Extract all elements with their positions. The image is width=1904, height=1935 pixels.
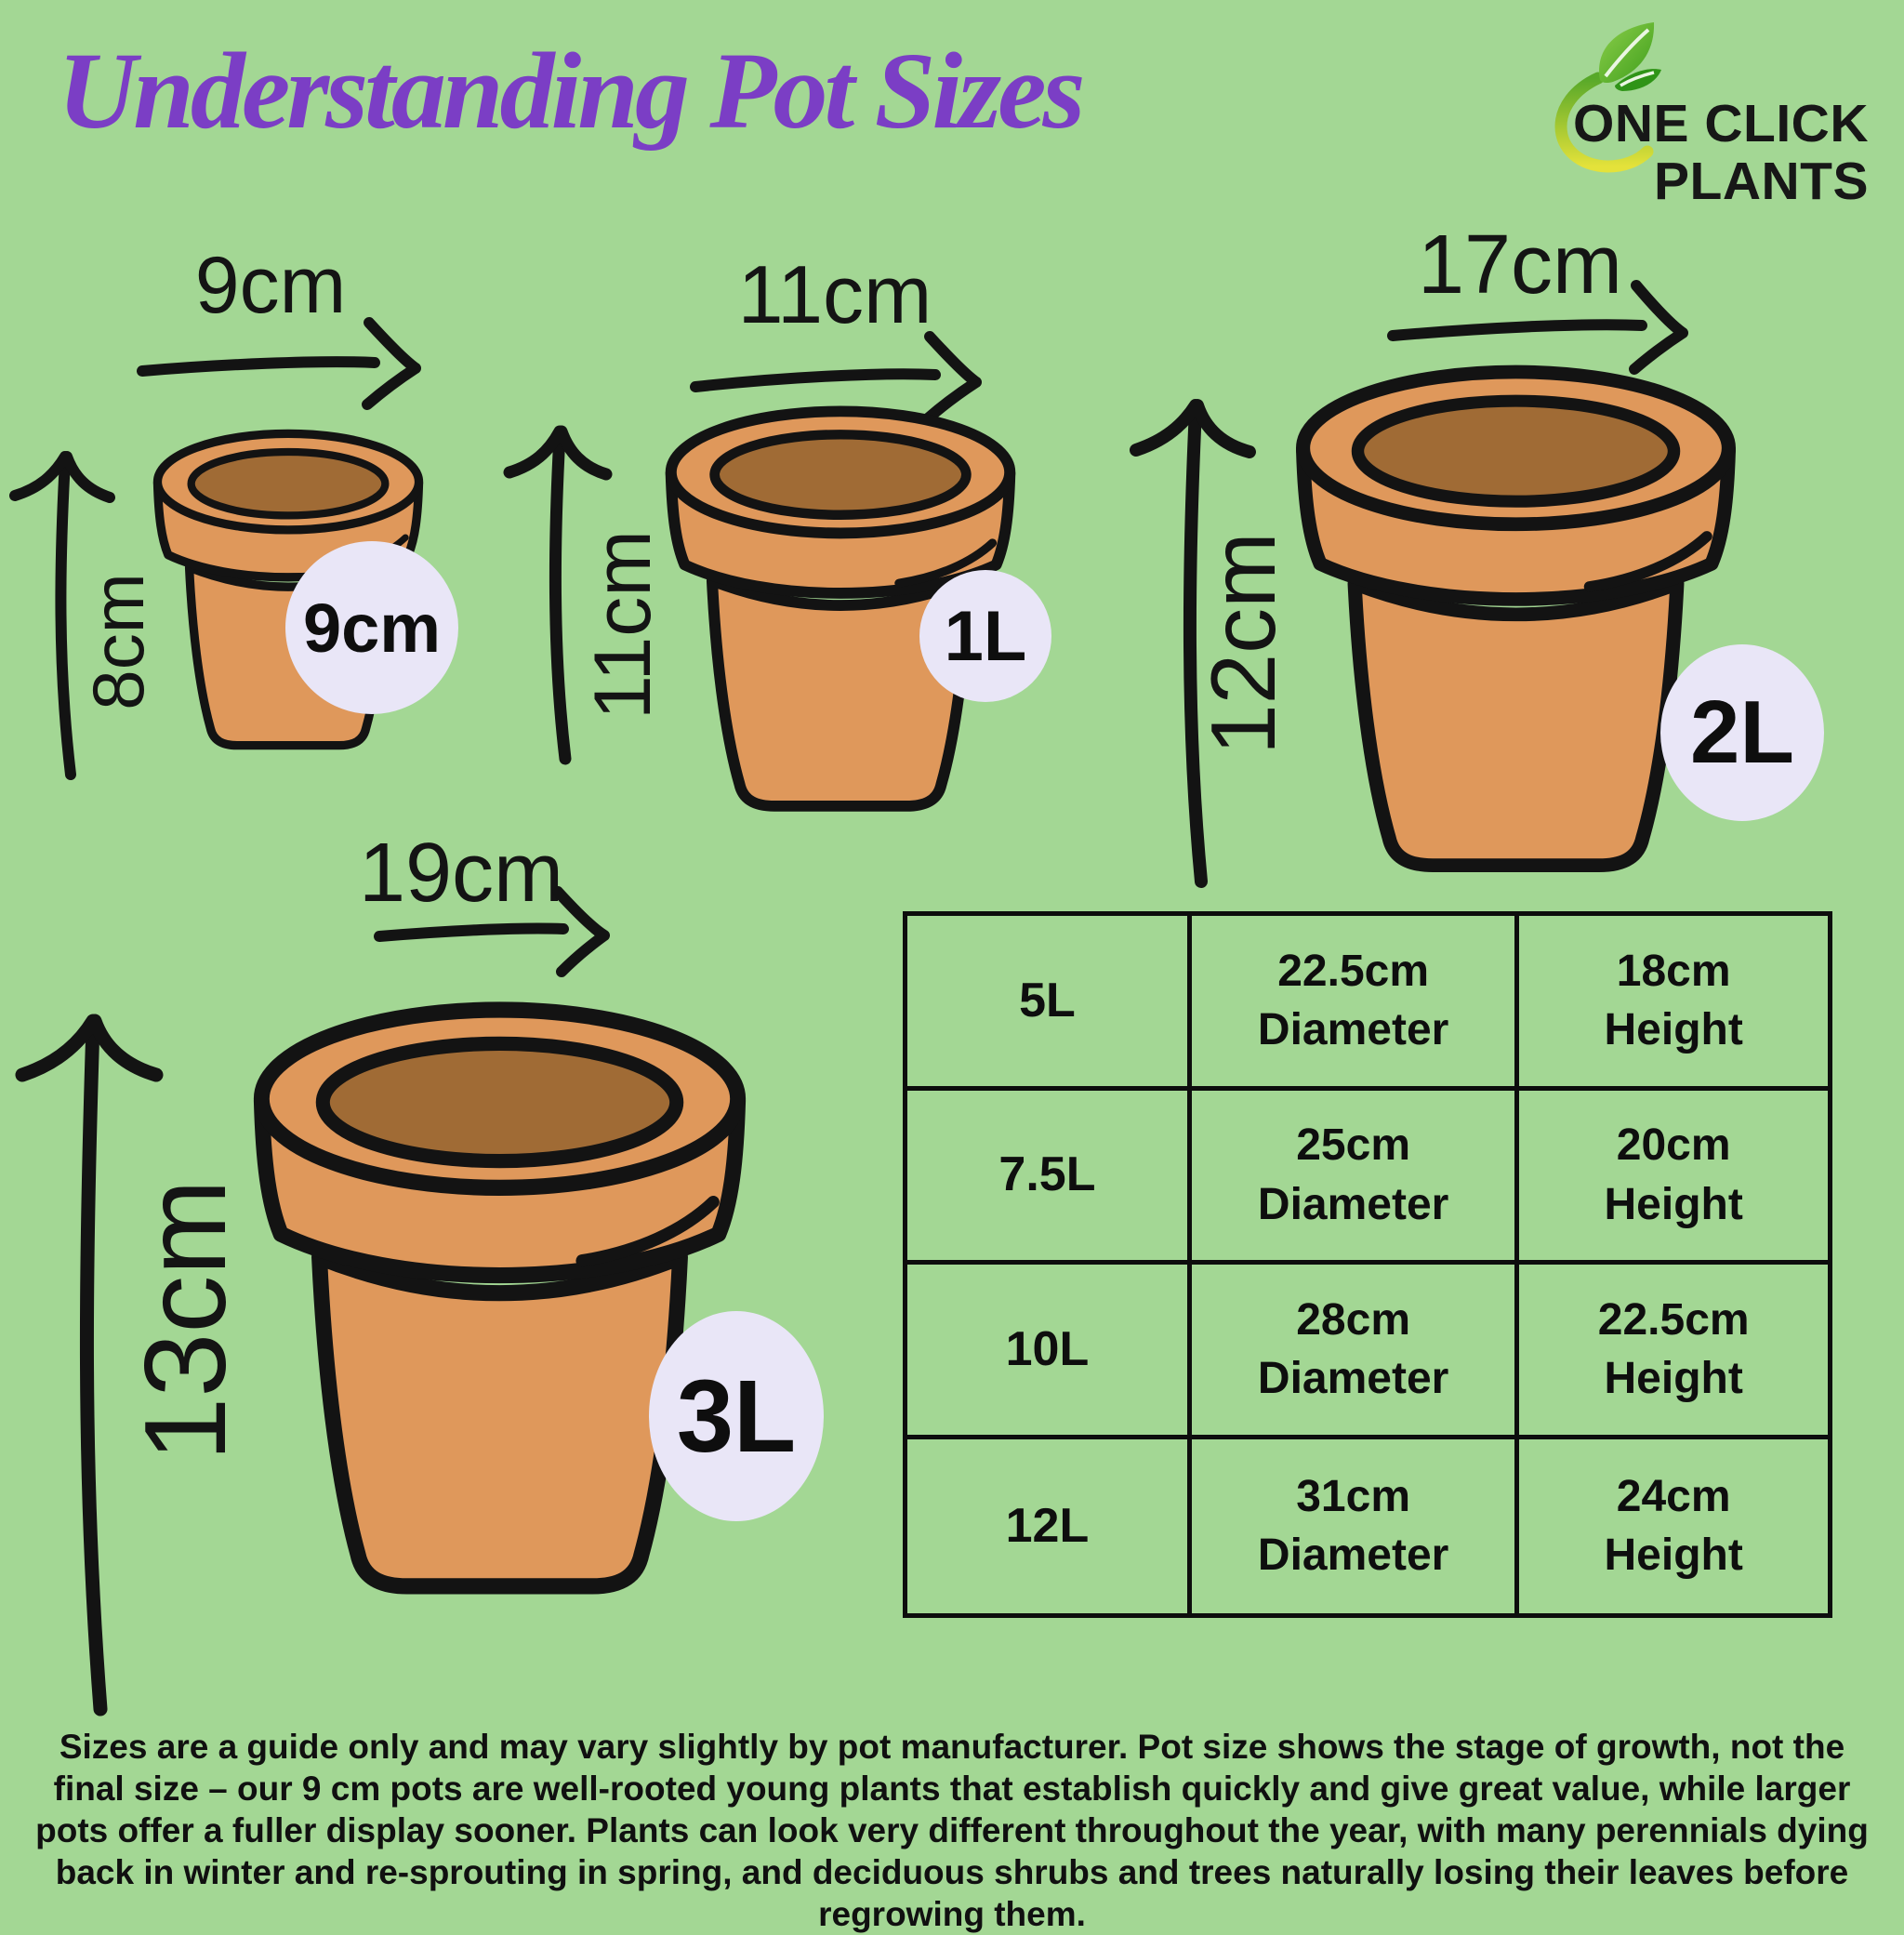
pot3-terracotta-pot-icon [1281,355,1751,881]
pot4-terracotta-pot-icon [237,990,762,1604]
pot3-size-badge: 2L [1660,644,1824,821]
table-cell-diameter: 22.5cm Diameter [1192,916,1519,1091]
pot1-diameter-label: 9cm [194,241,347,330]
table-cell-volume: 5L [907,916,1192,1091]
pot4-diameter-label: 19cm [358,827,564,920]
table-cell-diameter: 25cm Diameter [1192,1091,1519,1266]
table-cell-volume: 12L [907,1439,1192,1614]
page-title: Understanding Pot Sizes [58,30,1082,152]
table-cell-height: 18cm Height [1519,916,1828,1091]
logo [1497,19,1869,214]
table-cell-diameter: 31cm Diameter [1192,1439,1519,1614]
table-cell-height: 22.5cm Height [1519,1265,1828,1439]
pot4-width-arrow-icon [372,879,623,990]
pot1-height-label: 8cm [76,573,159,710]
pot2-diameter-label: 11cm [737,248,932,340]
pot3-diameter-label: 17cm [1417,219,1623,311]
table-cell-volume: 7.5L [907,1091,1192,1266]
pot1-width-arrow-icon [135,311,432,423]
pot2-height-label: 11cm [577,530,668,720]
table-cell-height: 24cm Height [1604,1471,1743,1581]
table-cell-diameter: 28cm Diameter [1192,1265,1519,1439]
table-cell-volume: 10L [907,1265,1192,1439]
logo-text-line2: PLANTS [1654,152,1869,211]
pot4-height-label: 13cm [122,1179,250,1462]
footer-note: Sizes are a guide only and may vary slightly by pot manufacturer. Pot size shows the stage of growth, not the final size – our 9 cm pots are well-rooted young plants that establish quickly and give great value, while larger pots offer a fuller display sooner. Plants can look very different throughout the year, with many perennials dying back in winter and re-sprouting in spring, and deciduous shrubs and trees naturally losing their leaves before regrowing them. [35,1728,1869,1933]
pot3-height-label: 12cm [1191,532,1294,755]
pot1-size-badge: 9cm [285,541,458,714]
pot-size-table [903,911,1832,1618]
table-cell-height: 20cm Height [1519,1091,1828,1266]
pot4-size-badge: 3L [649,1311,824,1521]
logo-text-line1: ONE CLICK [1573,94,1869,153]
pot2-size-badge: 1L [919,570,1051,702]
